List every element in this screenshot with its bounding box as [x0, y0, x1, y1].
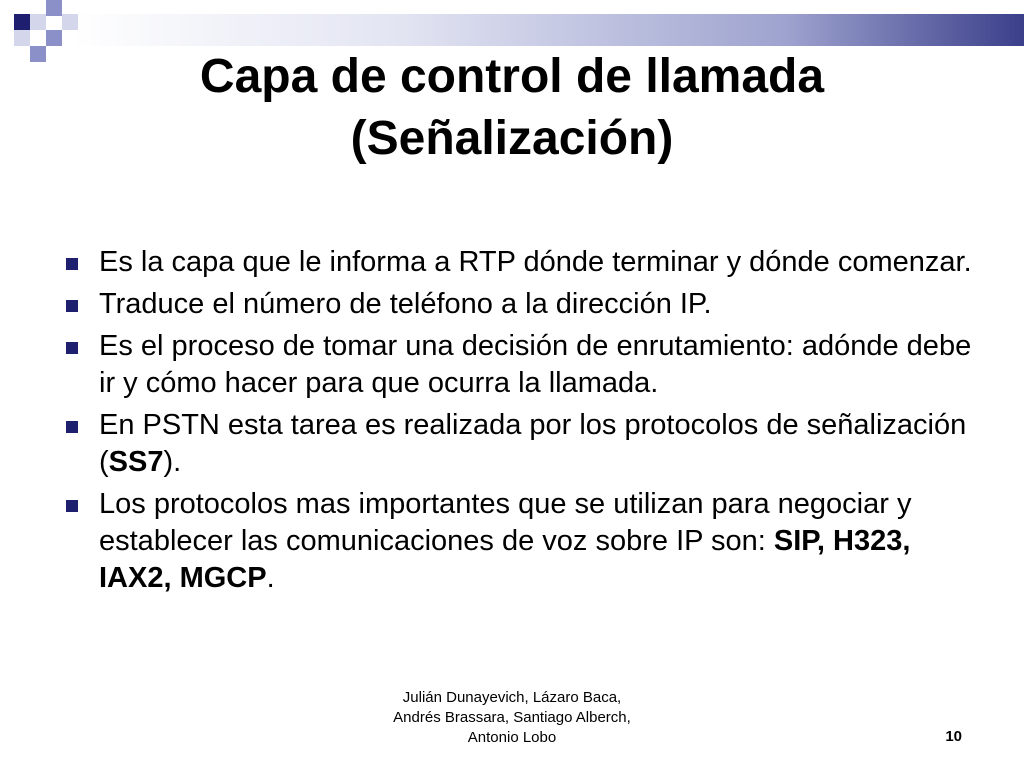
deco-square-light: [62, 14, 78, 30]
bullet-item: [62, 407, 982, 481]
bullet-text: Es el proceso de tomar una decisión de enrutamiento: adónde debe ir y cómo hacer para que ocurra la llamada.: [99, 330, 972, 399]
bullet-text: .: [266, 562, 275, 594]
bullet-square-icon: [66, 258, 78, 270]
deco-square-light: [14, 30, 30, 46]
bullet-text-bold: SS7: [108, 446, 164, 478]
bullet-square-icon: [66, 421, 78, 433]
deco-square-mid: [46, 0, 62, 16]
bullet-text: ).: [163, 446, 182, 478]
slide-title: [0, 46, 1024, 170]
header-gradient-bar: [70, 14, 1024, 46]
bullet-item: [62, 286, 982, 323]
bullet-list: [62, 244, 982, 602]
deco-square-light: [30, 14, 46, 30]
bullet-text: En PSTN esta tarea es realizada por los protocolos de señalización (: [99, 409, 967, 478]
bullet-text: Los protocolos mas importantes que se utilizan para negociar y establecer las comunicaciones de voz sobre IP son:: [99, 488, 912, 557]
deco-square-mid: [46, 30, 62, 46]
bullet-text: Traduce el número de teléfono a la dirección IP.: [99, 288, 712, 320]
footer-author-line: Julián Dunayevich, Lázaro Baca,: [402, 689, 622, 706]
bullet-square-icon: [66, 500, 78, 512]
slide-title-line: Capa de control de llamada: [199, 50, 825, 103]
bullet-text: Es la capa que le informa a RTP dónde terminar y dónde comenzar.: [99, 246, 972, 278]
footer-author-line: Andrés Brassara, Santiago Alberch,: [393, 709, 631, 726]
bullet-item: [62, 244, 982, 281]
footer-authors: [362, 688, 662, 748]
bullet-square-icon: [66, 342, 78, 354]
page-number: 10: [945, 728, 962, 745]
bullet-item: [62, 486, 982, 597]
bullet-square-icon: [66, 300, 78, 312]
slide-title-line: (Señalización): [350, 112, 674, 165]
bullet-item: [62, 328, 982, 402]
deco-square-dark: [14, 14, 30, 30]
bullet-text-bold: SIP, H323, IAX2, MGCP: [99, 525, 911, 594]
footer-author-line: Antonio Lobo: [467, 729, 557, 746]
